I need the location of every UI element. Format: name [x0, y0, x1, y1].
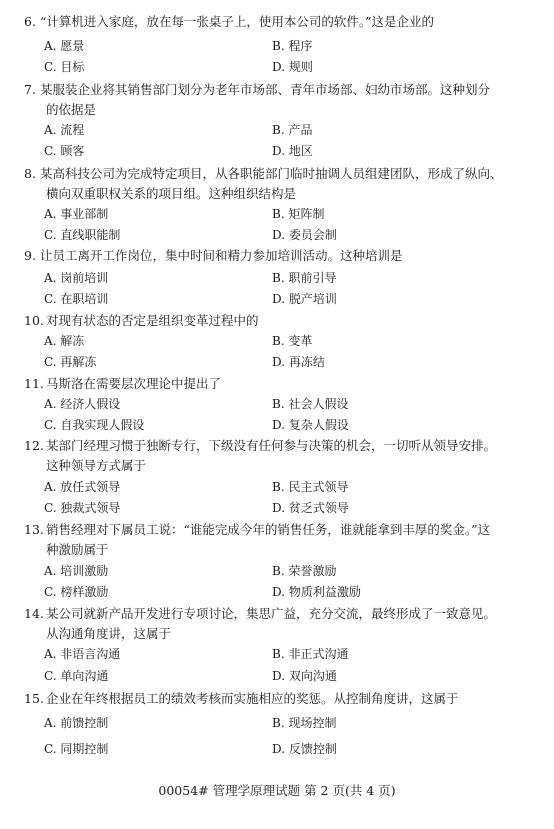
stem-text: 销售经理对下属员工说：“谁能完成今年的销售任务，谁就能拿到丰厚的奖金。”这	[46, 522, 491, 537]
option-a: A. 流程	[44, 123, 85, 137]
question-stem-continued	[24, 540, 534, 560]
option-b: B. 职前引导	[272, 271, 337, 285]
option-c: C. 自我实现人假设	[44, 418, 145, 432]
option-c: C. 直线职能制	[44, 228, 121, 242]
question-stem	[24, 604, 534, 624]
question-stem	[24, 246, 534, 266]
option-a: A. 事业部制	[44, 207, 109, 221]
option-c: C. 独裁式领导	[44, 501, 121, 515]
option-a: A. 培训激励	[44, 564, 109, 578]
question-stem-continued	[24, 456, 534, 476]
question-stem-continued	[24, 184, 534, 204]
question-stem	[24, 311, 534, 331]
question-6	[24, 12, 534, 32]
option-c: C. 同期控制	[44, 742, 109, 756]
option-a: A. 岗前培训	[44, 271, 109, 285]
option-c: C. 单向沟通	[44, 669, 109, 683]
stem-text: 某服装企业将其销售部门划分为老年市场部、青年市场部、妇幼市场部。这种划分	[40, 82, 491, 97]
option-a: A. 放任式领导	[44, 480, 121, 494]
option-c: C. 再解冻	[44, 355, 97, 369]
question-15	[24, 689, 534, 709]
question-stem	[24, 164, 534, 184]
option-c: C. 榜样激励	[44, 585, 109, 599]
question-11	[24, 374, 534, 394]
option-c: C. 在职培训	[44, 292, 109, 306]
option-d: D. 复杂人假设	[272, 418, 349, 432]
option-b: B. 变革	[272, 334, 313, 348]
option-b: B. 产品	[272, 123, 313, 137]
question-stem-continued	[24, 100, 534, 120]
stem-text: 某部门经理习惯于独断专行，下级没有任何参与决策的机会，一切听从领导安排。	[46, 438, 497, 453]
question-8	[24, 164, 534, 204]
question-9	[24, 246, 534, 266]
option-a: A. 前馈控制	[44, 716, 109, 730]
option-d: D. 物质利益激励	[272, 585, 361, 599]
option-b: B. 程序	[272, 39, 313, 53]
question-12	[24, 436, 534, 476]
stem-text: 让员工离开工作岗位，集中时间和精力参加培训活动。这种培训是	[40, 248, 403, 263]
option-b: B. 民主式领导	[272, 480, 349, 494]
option-b: B. 荣誉激励	[272, 564, 337, 578]
question-number: 10.	[24, 313, 44, 328]
option-d: D. 反馈控制	[272, 742, 337, 756]
question-14	[24, 604, 534, 644]
stem-text: 某高科技公司为完成特定项目，从各职能部门临时抽调人员组建团队，形成了纵向、	[40, 166, 503, 181]
question-number: 14.	[24, 606, 44, 621]
stem-text: 种激励属于	[46, 542, 109, 557]
stem-text: 这种领导方式属于	[46, 458, 147, 473]
stem-text: 马斯洛在需要层次理论中提出了	[46, 376, 222, 391]
option-d: D. 委员会制	[272, 228, 337, 242]
question-number: 13.	[24, 522, 44, 537]
question-stem	[24, 689, 534, 709]
option-d: D. 规则	[272, 60, 313, 74]
stem-text: 对现有状态的否定是组织变革过程中的	[46, 313, 259, 328]
stem-text: 企业在年终根据员工的绩效考核而实施相应的奖惩。从控制角度讲，这属于	[46, 691, 459, 706]
question-13	[24, 520, 534, 560]
stem-text: 从沟通角度讲，这属于	[46, 626, 172, 641]
question-stem	[24, 80, 534, 100]
option-d: D. 再冻结	[272, 355, 325, 369]
question-number: 8.	[24, 166, 36, 181]
option-b: B. 非正式沟通	[272, 647, 349, 661]
option-a: A. 愿景	[44, 39, 85, 53]
question-number: 15.	[24, 691, 44, 706]
question-number: 12.	[24, 438, 44, 453]
question-stem	[24, 520, 534, 540]
option-a: A. 解冻	[44, 334, 85, 348]
question-number: 7.	[24, 82, 36, 97]
question-stem-continued	[24, 624, 534, 644]
stem-text: 的依据是	[46, 102, 97, 117]
question-stem	[24, 374, 534, 394]
option-d: D. 贫乏式领导	[272, 501, 349, 515]
option-a: A. 非语言沟通	[44, 647, 121, 661]
option-b: B. 社会人假设	[272, 397, 349, 411]
page-footer: 00054# 管理学原理试题 第 2 页(共 4 页)	[158, 783, 396, 798]
option-c: C. 目标	[44, 60, 85, 74]
option-d: D. 双向沟通	[272, 669, 337, 683]
question-number: 9.	[24, 248, 36, 263]
question-10	[24, 311, 534, 331]
stem-text: 某公司就新产品开发进行专项讨论，集思广益，充分交流，最终形成了一致意见。	[46, 606, 497, 621]
option-b: B. 矩阵制	[272, 207, 325, 221]
option-d: D. 脱产培训	[272, 292, 337, 306]
stem-text: “计算机进入家庭，放在每一张桌子上，使用本公司的软件。”这是企业的	[40, 14, 435, 29]
option-d: D. 地区	[272, 144, 313, 158]
option-c: C. 顾客	[44, 144, 85, 158]
question-number: 11.	[24, 376, 44, 391]
stem-text: 横向双重职权关系的项目组。这种组织结构是	[46, 186, 297, 201]
option-a: A. 经济人假设	[44, 397, 121, 411]
question-7	[24, 80, 534, 120]
question-stem	[24, 12, 534, 32]
option-b: B. 现场控制	[272, 716, 337, 730]
question-stem	[24, 436, 534, 456]
question-number: 6.	[24, 14, 36, 29]
